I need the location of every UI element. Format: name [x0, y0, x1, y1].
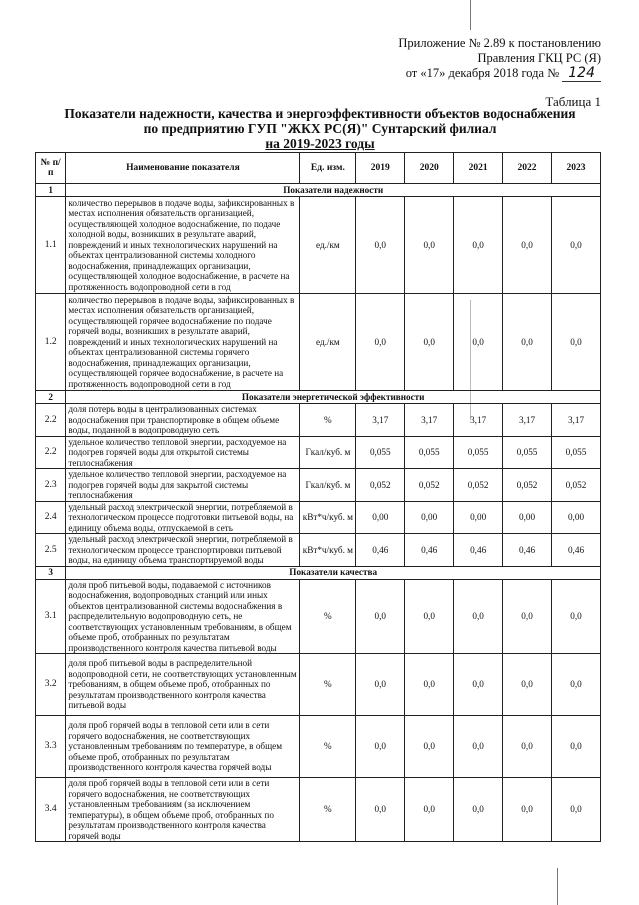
- row-value: 0,00: [454, 501, 503, 534]
- table-row: [36, 197, 601, 294]
- row-number: 2.5: [36, 534, 66, 567]
- col-header-num: № п/п: [36, 153, 66, 184]
- section-row: [36, 566, 601, 579]
- row-indicator-name: доля проб горячей воды в тепловой сети или в сети горячего водоснабжения, не соответствующих установленным требованиям по температуре, в общем объеме проб, отобранных по результатам производственного контроля качества горячей воды: [66, 716, 300, 778]
- row-value: 0,0: [454, 294, 503, 391]
- row-value: 0,0: [503, 197, 552, 294]
- row-value: 0,46: [552, 534, 601, 567]
- section-row: [36, 184, 601, 197]
- table-row: [36, 501, 601, 534]
- row-value: 3,17: [552, 404, 601, 437]
- indicators-table: [35, 152, 601, 842]
- row-indicator-name: количество перерывов в подаче воды, зафиксированных в местах исполнения обязательств организацией, осуществляющей холодное водоснабжение, по подаче холодной воды, возникших в результате аварий, повреждений и иных технологических нарушений на объектах централизованной системы холодного водоснабжения, принадлежащих организации, осуществляющей холодное водоснабжение, в расчете на протяженность водопроводной сети в год: [66, 197, 300, 294]
- table-row: [36, 716, 601, 778]
- row-number: 3.3: [36, 716, 66, 778]
- table-row: [36, 778, 601, 842]
- row-number: 2.4: [36, 501, 66, 534]
- title-line-3: на 2019-2023 годы: [265, 136, 375, 151]
- table-row: [36, 294, 601, 391]
- document-title: [60, 106, 580, 151]
- row-indicator-name: удельный расход электрической энергии, потребляемой в технологическом процессе подготовки питьевой воды, на единицу объема воды, отпускаемой в сеть: [66, 501, 300, 534]
- row-value: 0,0: [552, 579, 601, 654]
- table-label: Таблица 1: [545, 94, 601, 109]
- col-header-year: 2022: [503, 153, 552, 184]
- row-unit: %: [300, 579, 356, 654]
- row-value: 0,00: [356, 501, 405, 534]
- section-number: 2: [36, 391, 66, 404]
- row-value: 0,46: [503, 534, 552, 567]
- col-header-year: 2021: [454, 153, 503, 184]
- row-number: 3.2: [36, 654, 66, 716]
- handwritten-number: 124: [562, 65, 601, 82]
- row-value: 0,0: [454, 197, 503, 294]
- title-line-2: по предприятию ГУП "ЖКХ РС(Я)" Сунтарский филиал: [143, 121, 497, 136]
- section-title: Показатели качества: [66, 566, 601, 579]
- row-value: 3,17: [356, 404, 405, 437]
- row-value: 0,46: [454, 534, 503, 567]
- row-value: 0,0: [454, 778, 503, 842]
- row-value: 0,0: [405, 778, 454, 842]
- row-unit: %: [300, 654, 356, 716]
- row-value: 0,055: [405, 436, 454, 469]
- col-header-year: 2020: [405, 153, 454, 184]
- table-row: [36, 404, 601, 437]
- header-date: от «17» декабря 2018 года №: [405, 66, 560, 80]
- row-value: 0,0: [405, 197, 454, 294]
- row-number: 2.2: [36, 436, 66, 469]
- row-indicator-name: доля потерь воды в централизованных системах водоснабжения при транспортировке в общем объеме воды, поданной в водопроводную сеть: [66, 404, 300, 437]
- section-number: 1: [36, 184, 66, 197]
- row-value: 3,17: [405, 404, 454, 437]
- row-unit: ед./км: [300, 294, 356, 391]
- row-value: 0,0: [356, 778, 405, 842]
- row-value: 0,0: [552, 716, 601, 778]
- table-body: [36, 184, 601, 842]
- row-value: 0,0: [356, 716, 405, 778]
- row-value: 0,0: [503, 654, 552, 716]
- row-value: 0,0: [405, 294, 454, 391]
- row-value: 0,0: [405, 654, 454, 716]
- row-number: 1.2: [36, 294, 66, 391]
- row-value: 0,0: [405, 579, 454, 654]
- table-row: [36, 654, 601, 716]
- row-unit: кВт*ч/куб. м: [300, 501, 356, 534]
- table-row: [36, 436, 601, 469]
- row-value: 0,0: [503, 294, 552, 391]
- header-line-3: [398, 66, 601, 81]
- section-row: [36, 391, 601, 404]
- row-value: 0,0: [552, 778, 601, 842]
- header-line-2: Правления ГКЦ РС (Я): [477, 51, 601, 65]
- row-value: 0,052: [552, 469, 601, 502]
- row-value: 0,0: [503, 778, 552, 842]
- row-value: 0,055: [503, 436, 552, 469]
- row-value: 0,00: [405, 501, 454, 534]
- row-value: 0,0: [454, 716, 503, 778]
- title-line-1: Показатели надежности, качества и энергоэффективности объектов водоснабжения: [64, 106, 576, 121]
- row-value: 0,0: [552, 197, 601, 294]
- row-value: 0,0: [356, 294, 405, 391]
- header-line-1: Приложение № 2.89 к постановлению: [398, 36, 601, 50]
- row-value: 0,0: [356, 654, 405, 716]
- row-value: 3,17: [454, 404, 503, 437]
- row-value: 0,46: [356, 534, 405, 567]
- row-value: 0,00: [503, 501, 552, 534]
- row-value: 0,00: [552, 501, 601, 534]
- table-row: [36, 469, 601, 502]
- row-number: 3.1: [36, 579, 66, 654]
- row-value: 0,055: [356, 436, 405, 469]
- section-number: 3: [36, 566, 66, 579]
- row-value: 0,052: [454, 469, 503, 502]
- row-indicator-name: удельный расход электрической энергии, потребляемой в технологическом процессе транспортировки питьевой воды, на единицу объема транспортируемой воды: [66, 534, 300, 567]
- row-indicator-name: количество перерывов в подаче воды, зафиксированных в местах исполнения обязательств организацией, осуществляющей горячее водоснабжение по подаче горячей воды, возникших в результате аварий, повреждений и иных технологических нарушений на объектах централизованной системы горячего водоснабжения, принадлежащих организации, осуществляющей горячее водоснабжение, в расчете на протяженность водопроводной сети в год: [66, 294, 300, 391]
- row-value: 3,17: [503, 404, 552, 437]
- row-indicator-name: доля проб питьевой воды, подаваемой с источников водоснабжения, водопроводных станций или иных объектов централизованной системы водоснабжения в распределительную водопроводную сеть, не соответствующих установленным требованиям, в общем объеме проб, отобранных по результатам производственного контроля качества питьевой воды: [66, 579, 300, 654]
- scan-fold-line: [470, 0, 471, 30]
- row-value: 0,055: [552, 436, 601, 469]
- row-number: 2.3: [36, 469, 66, 502]
- section-title: Показатели энергетической эффективности: [66, 391, 601, 404]
- table-row: [36, 579, 601, 654]
- row-value: 0,0: [503, 716, 552, 778]
- row-indicator-name: доля проб питьевой воды в распределительной водопроводной сети, не соответствующих установленным требованиям, в общем объеме проб, отобранных по результатам производственного контроля качества питьевой воды: [66, 654, 300, 716]
- row-value: 0,055: [454, 436, 503, 469]
- row-unit: Гкал/куб. м: [300, 436, 356, 469]
- row-unit: %: [300, 716, 356, 778]
- row-indicator-name: удельное количество тепловой энергии, расходуемое на подогрев горячей воды для закрытой системы теплоснабжения: [66, 469, 300, 502]
- row-unit: Гкал/куб. м: [300, 469, 356, 502]
- row-number: 2.2: [36, 404, 66, 437]
- row-value: 0,052: [503, 469, 552, 502]
- row-value: 0,0: [356, 197, 405, 294]
- row-unit: %: [300, 778, 356, 842]
- table-row: [36, 534, 601, 567]
- row-value: 0,46: [405, 534, 454, 567]
- row-value: 0,052: [356, 469, 405, 502]
- document-header: [398, 36, 601, 81]
- row-number: 3.4: [36, 778, 66, 842]
- row-indicator-name: удельное количество тепловой энергии, расходуемое на подогрев горячей воды для открытой системы теплоснабжения: [66, 436, 300, 469]
- col-header-year: 2019: [356, 153, 405, 184]
- row-value: 0,0: [405, 716, 454, 778]
- col-header-year: 2023: [552, 153, 601, 184]
- col-header-unit: Ед. изм.: [300, 153, 356, 184]
- row-unit: %: [300, 404, 356, 437]
- row-value: 0,0: [356, 579, 405, 654]
- row-indicator-name: доля проб горячей воды в тепловой сети или в сети горячего водоснабжения, не соответствующих установленным требованиям (за исключением температуры), в общем объеме проб, отобранных по результатам производственного контроля качества горячей воды: [66, 778, 300, 842]
- scan-fold-line: [557, 868, 558, 905]
- section-title: Показатели надежности: [66, 184, 601, 197]
- row-unit: ед./км: [300, 197, 356, 294]
- row-value: 0,052: [405, 469, 454, 502]
- row-value: 0,0: [503, 579, 552, 654]
- row-value: 0,0: [552, 294, 601, 391]
- row-value: 0,0: [454, 579, 503, 654]
- row-value: 0,0: [454, 654, 503, 716]
- row-value: 0,0: [552, 654, 601, 716]
- row-unit: кВт*ч/куб. м: [300, 534, 356, 567]
- col-header-name: Наименование показателя: [66, 153, 300, 184]
- table-header-row: [36, 153, 601, 184]
- row-number: 1.1: [36, 197, 66, 294]
